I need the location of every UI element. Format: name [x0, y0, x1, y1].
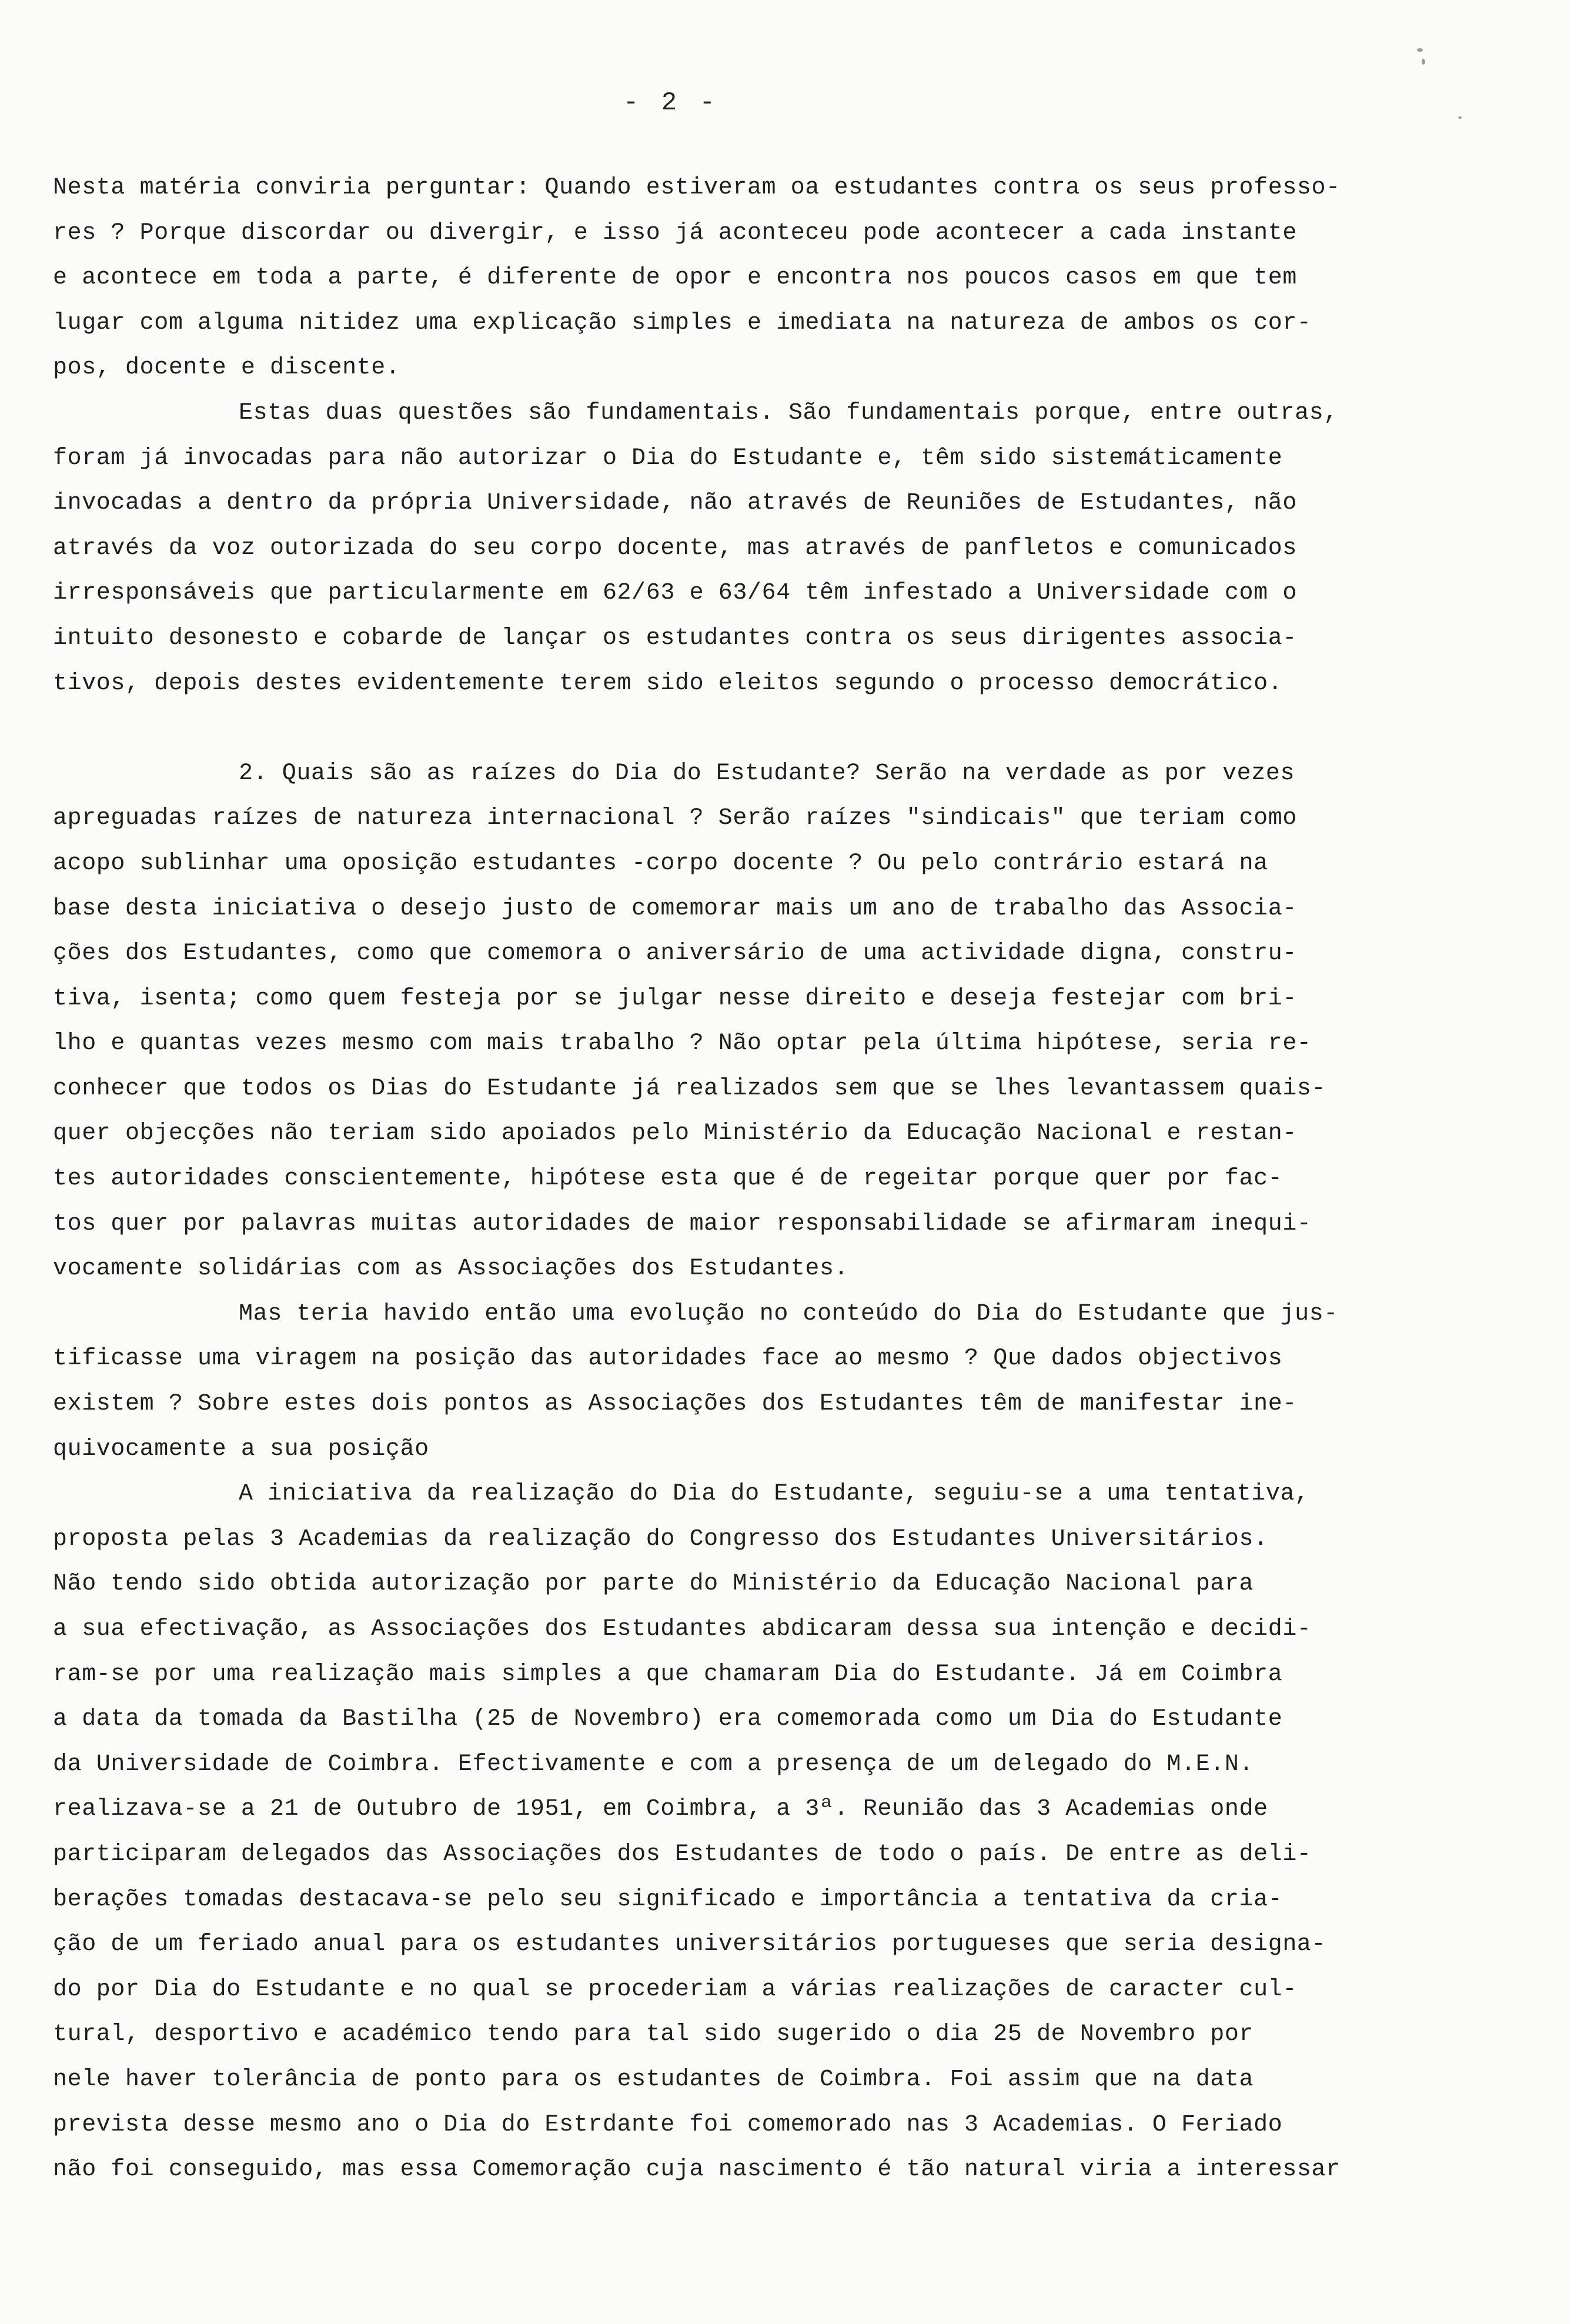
text-line: acopo sublinhar uma oposição estudantes -corpo docente ? Ou pelo contrário estará na: [53, 850, 1268, 877]
text-line: quer objecções não teriam sido apoiados pelo Ministério da Educação Nacional e restan-: [53, 1120, 1297, 1147]
text-line: pos, docente e discente.: [53, 355, 400, 382]
text-line: Estas duas questões são fundamentais. São fundamentais porque, entre outras,: [239, 399, 1338, 426]
text-line: ção de um feriado anual para os estudantes universitários portugueses que seria designa-: [53, 1931, 1326, 1958]
text-line: realizava-se a 21 de Outubro de 1951, em Coimbra, a 3ª. Reunião das 3 Academias onde: [53, 1796, 1268, 1823]
text-line: invocadas a dentro da própria Universidade, não através de Reuniões de Estudantes, não: [53, 490, 1297, 517]
text-line: não foi conseguido, mas essa Comemoração cuja nascimento é tão natural viria a interessar: [53, 2156, 1341, 2183]
text-line: tural, desportivo e académico tendo para tal sido sugerido o dia 25 de Novembro por: [53, 2021, 1254, 2048]
text-line: base desta iniciativa o desejo justo de comemorar mais um ano de trabalho das Associa-: [53, 895, 1297, 922]
text-line: lugar com alguma nitidez uma explicação simples e imediata na natureza de ambos os cor-: [53, 309, 1312, 336]
paper-speck: [1417, 48, 1423, 52]
text-line: da Universidade de Coimbra. Efectivamente e com a presença de um delegado do M.E.N.: [53, 1751, 1254, 1778]
text-line: nele haver tolerância de ponto para os estudantes de Coimbra. Foi assim que na data: [53, 2066, 1254, 2093]
text-line: existem ? Sobre estes dois pontos as Associações dos Estudantes têm de manifestar ine-: [53, 1391, 1297, 1418]
page-number: - 2 -: [623, 88, 719, 118]
text-line: tificasse uma viragem na posição das autoridades face ao mesmo ? Que dados objectivos: [53, 1345, 1283, 1373]
text-line: tos quer por palavras muitas autoridades de maior responsabilidade se afirmaram inequi-: [53, 1210, 1312, 1237]
text-line: lho e quantas vezes mesmo com mais trabalho ? Não optar pela última hipótese, seria re-: [53, 1030, 1312, 1057]
text-line: 2. Quais são as raízes do Dia do Estudante? Serão na verdade as por vezes: [239, 760, 1295, 787]
text-line: através da voz outorizada do seu corpo docente, mas através de panfletos e comunicados: [53, 535, 1297, 562]
text-line: Nesta matéria conviria perguntar: Quando estiveram oa estudantes contra os seus professo-: [53, 175, 1341, 201]
text-line: tivos, depois destes evidentemente terem sido eleitos segundo o processo democrático.: [53, 670, 1283, 697]
text-line: tiva, isenta; como quem festeja por se julgar nesse direito e deseja festejar com bri-: [53, 985, 1297, 1012]
text-line: berações tomadas destacava-se pelo seu significado e importância a tentativa da cria-: [53, 1886, 1283, 1913]
text-line: Não tendo sido obtida autorização por parte do Ministério da Educação Nacional para: [53, 1571, 1254, 1598]
paper-speck: [1458, 116, 1462, 119]
text-line: irresponsáveis que particularmente em 62/63 e 63/64 têm infestado a Universidade com o: [53, 580, 1297, 607]
text-line: do por Dia do Estudante e no qual se procederiam a várias realizações de caracter cul-: [53, 1976, 1297, 2003]
text-line: tes autoridades conscientemente, hipótese esta que é de regeitar porque quer por fac-: [53, 1166, 1283, 1193]
text-line: Mas teria havido então uma evolução no conteúdo do Dia do Estudante que jus-: [239, 1300, 1338, 1327]
text-line: e acontece em toda a parte, é diferente de opor e encontra nos poucos casos em que tem: [53, 265, 1297, 292]
text-line: apreguadas raízes de natureza internacional ? Serão raízes "sindicais" que teriam como: [53, 805, 1297, 832]
text-line: a data da tomada da Bastilha (25 de Novembro) era comemorada como um Dia do Estudante: [53, 1706, 1283, 1733]
text-line: conhecer que todos os Dias do Estudante já realizados sem que se lhes levantassem quais-: [53, 1075, 1326, 1102]
text-line: ções dos Estudantes, como que comemora o aniversário de uma actividade digna, constru-: [53, 940, 1297, 967]
text-line: A iniciativa da realização do Dia do Estudante, seguiu-se a uma tentativa,: [239, 1481, 1309, 1508]
text-line: res ? Porque discordar ou divergir, e isso já aconteceu pode acontecer a cada instante: [53, 219, 1297, 246]
text-line: proposta pelas 3 Academias da realização do Congresso dos Estudantes Universitários.: [53, 1525, 1268, 1552]
paragraph-gap: [53, 706, 1535, 752]
text-line: quivocamente a sua posição: [53, 1435, 429, 1462]
text-line: a sua efectivação, as Associações dos Estudantes abdicaram dessa sua intenção e decidi-: [53, 1616, 1312, 1642]
text-line: participaram delegados das Associações dos Estudantes de todo o país. De entre as deli-: [53, 1841, 1312, 1868]
text-line: foram já invocadas para não autorizar o Dia do Estudante e, têm sido sistemáticamente: [53, 445, 1283, 472]
text-line: prevista desse mesmo ano o Dia do Estrdante foi comemorado nas 3 Academias. O Feriado: [53, 2111, 1283, 2138]
paper-speck: [1422, 59, 1425, 65]
text-line: intuito desonesto e cobarde de lançar os estudantes contra os seus dirigentes associa-: [53, 625, 1297, 652]
text-line: ram-se por uma realização mais simples a que chamaram Dia do Estudante. Já em Coimbra: [53, 1661, 1283, 1688]
text-line: vocamente solidárias com as Associações dos Estudantes.: [53, 1256, 849, 1283]
body-text: [53, 166, 1535, 2193]
